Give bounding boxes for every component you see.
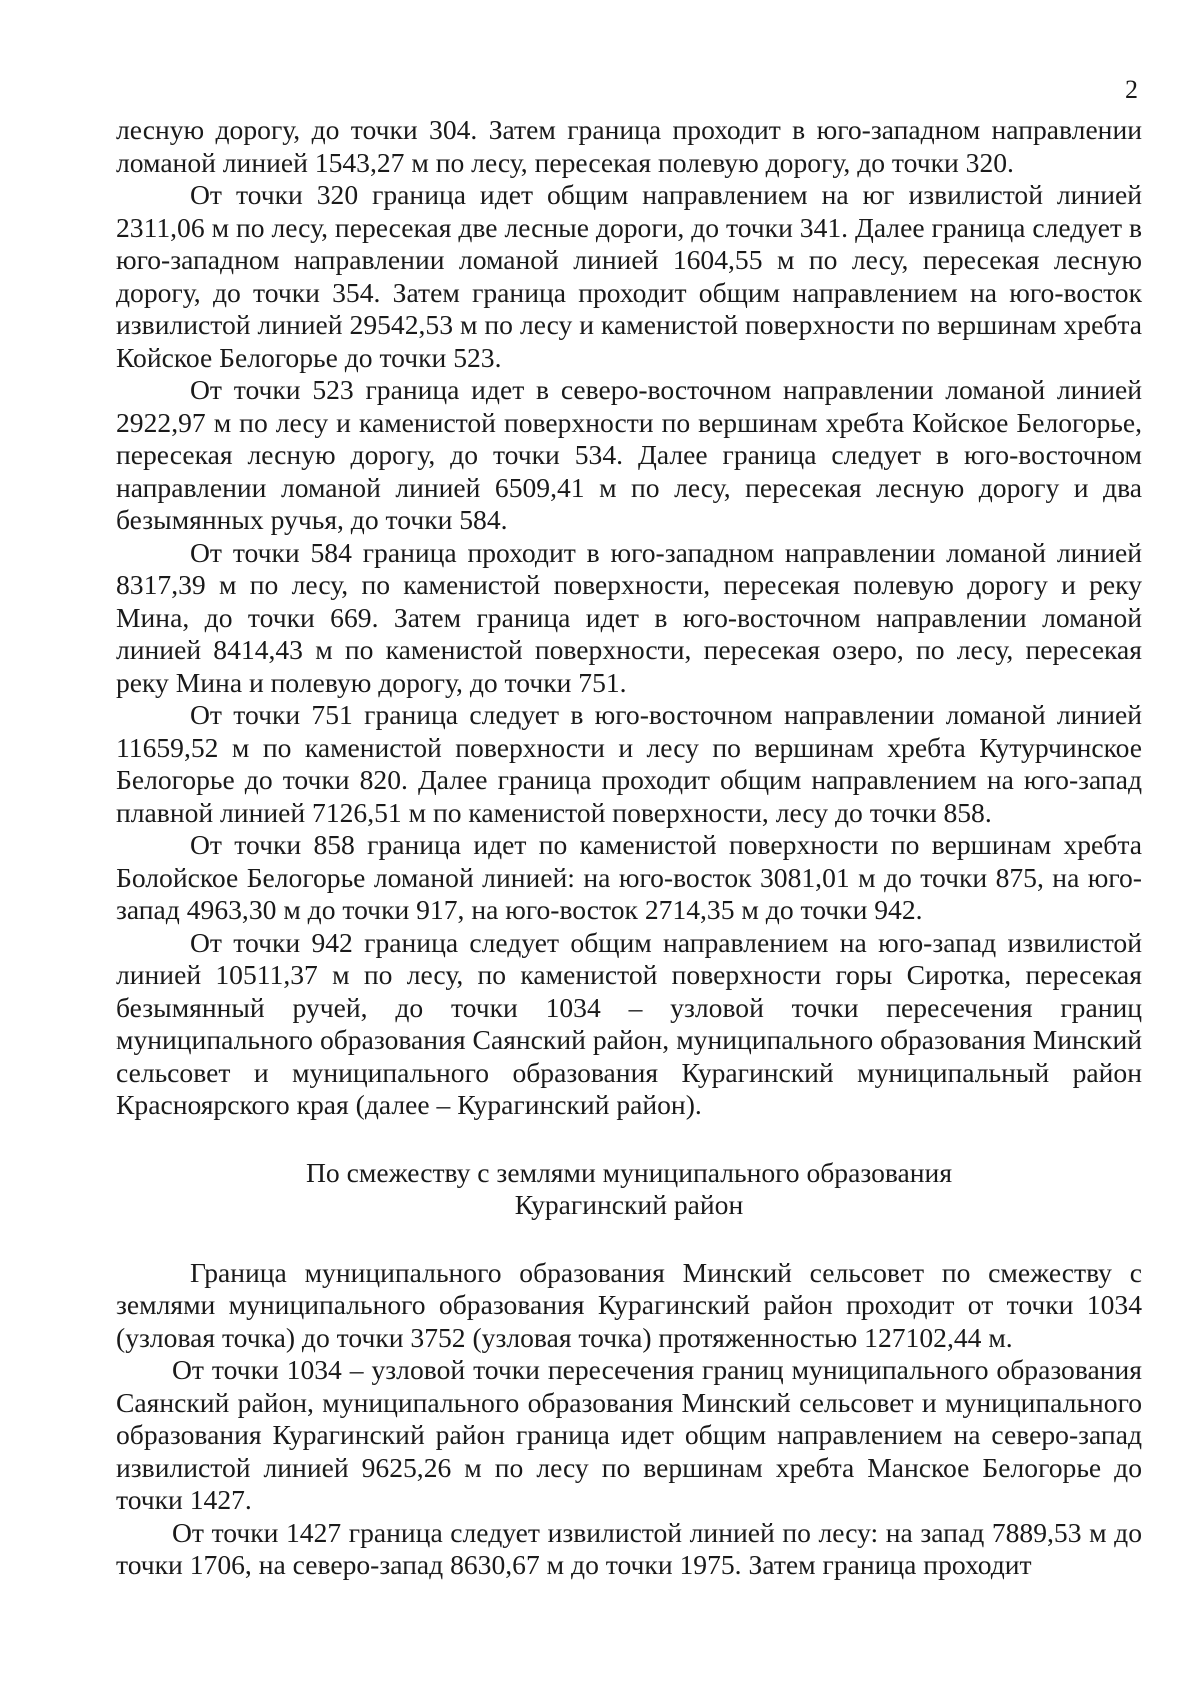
paragraph-point-1034: От точки 1034 – узловой точки пересечения границ муниципального образования Саянский район, муниципального образования Минский сельсовет и муниципального образования Курагинский район граница идет общим направлением на северо-запад извилистой линией 9625,26 м по лесу по вершинам хребта Манское Белогорье до точки 1427. [116,1354,1142,1515]
paragraph-point-1427: От точки 1427 граница следует извилистой линией по лесу: на запад 7889,53 м до точки 1706, на северо-запад 8630,67 м до точки 1975. Затем граница проходит [116,1516,1142,1580]
paragraph-point-751: От точки 751 граница следует в юго-восточном направлении ломаной линией 11659,52 м по каменистой поверхности и лесу по вершинам хребта Кутурчинское Белогорье до точки 820. Далее граница проходит общим направлением на юго-запад плавной линией 7126,51 м по каменистой поверхности, лесу до точки 858. [116,699,1142,828]
page-number: 2 [1125,75,1138,104]
paragraph-boundary-summary: Граница муниципального образования Минский сельсовет по смежеству с землями муниципального образования Курагинский район проходит от точки 1034 (узловая точка) до точки 3752 (узловая точка) протяженностью 127102,44 м. [116,1256,1142,1353]
document-body [116,114,1142,1582]
section-heading [116,1157,1142,1222]
paragraph-point-320: От точки 320 граница идет общим направлением на юг извилистой линией 2311,06 м по лесу, пересекая две лесные дороги, до точки 341. Далее граница следует в юго-западном направлении ломаной линией 1604,55 м по лесу, пересекая лесную дорогу, до точки 354. Затем граница проходит общим направлением на юго-восток извилистой линией 29542,53 м по лесу и каменистой поверхности по вершинам хребта Койское Белогорье до точки 523. [116,179,1142,373]
section-heading-line-1: По смежеству с землями муниципального образования [305,1156,953,1188]
section-heading-line-2: Курагинский район [514,1189,744,1220]
paragraph-point-523: От точки 523 граница идет в северо-восточном направлении ломаной линией 2922,97 м по лесу и каменистой поверхности по вершинам хребта Койское Белогорье, пересекая лесную дорогу, до точки 534. Далее граница следует в юго-восточном направлении ломаной линией 6509,41 м по лесу, пересекая лесную дорогу и два безымянных ручья, до точки 584. [116,374,1142,535]
paragraph-point-584: От точки 584 граница проходит в юго-западном направлении ломаной линией 8317,39 м по лесу, по каменистой поверхности, пересекая полевую дорогу и реку Мина, до точки 669. Затем граница идет в юго-восточном направлении ломаной линией 8414,43 м по каменистой поверхности, пересекая озеро, по лесу, пересекая реку Мина и полевую дорогу, до точки 751. [116,536,1142,698]
paragraph-point-858: От точки 858 граница идет по каменистой поверхности по вершинам хребта Болойское Белогорье ломаной линией: на юго-восток 3081,01 м до точки 875, на юго-запад 4963,30 м до точки 917, на юго-восток 2714,35 м до точки 942. [116,829,1142,925]
paragraph-continuation: лесную дорогу, до точки 304. Затем граница проходит в юго-западном направлении ломаной линией 1543,27 м по лесу, пересекая полевую дорогу, до точки 320. [116,114,1142,178]
paragraph-point-942: От точки 942 граница следует общим направлением на юго-запад извилистой линией 10511,37 м по лесу, по каменистой поверхности горы Сиротка, пересекая безымянный ручей, до точки 1034 – узловой точки пересечения границ муниципального образования Саянский район, муниципального образования Минский сельсовет и муниципального образования Курагинский муниципальный район Красноярского края (далее – Курагинский район). [116,926,1142,1120]
